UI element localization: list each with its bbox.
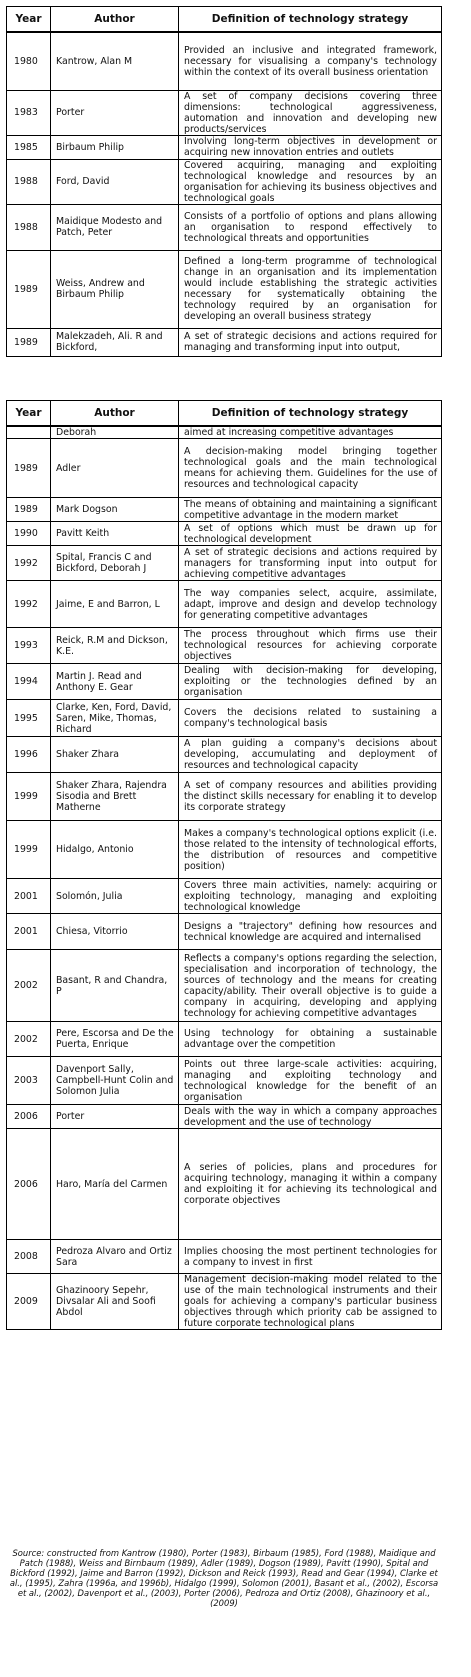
table-row [7,204,442,250]
year-cell: 1999 [7,773,51,821]
author-cell: Clarke, Ken, Ford, David, Saren, Mike, Thomas, Richard [51,700,179,737]
year-cell: 1992 [7,546,51,581]
definition-cell: A set of company resources and abilities providing the distinct skills necessary for enabling it to develop its corporate strategy [179,773,442,821]
year-cell: 1988 [7,204,51,250]
table-row [7,1022,442,1057]
table-row [7,664,442,700]
year-cell: 1994 [7,664,51,700]
definition-cell: Points out three large-scale activities: acquiring, managing and exploiting technology and technological knowledge for the benefit of an organisation [179,1057,442,1105]
year-cell: 2006 [7,1105,51,1129]
table-row [7,498,442,522]
definition-cell: The means of obtaining and maintaining a significant competitive advantage in the modern market [179,498,442,522]
author-cell: Mark Dogson [51,498,179,522]
definition-cell: Defined a long-term programme of technological change in an organisation and its implementation would include establishing the strategic activities necessary for systematically obtaining the technology required by an organisation for developing an overall business strategy [179,250,442,328]
author-cell: Weiss, Andrew and Birbaum Philip [51,250,179,328]
year-cell: 2006 [7,1129,51,1240]
author-header: Author [51,401,179,427]
definition-header: Definition of technology strategy [179,401,442,427]
table-row [7,950,442,1022]
year-cell: 1989 [7,250,51,328]
table-row [7,628,442,664]
author-cell: Martin J. Read and Anthony E. Gear [51,664,179,700]
definition-cell: Covers the decisions related to sustaining a company's technological basis [179,700,442,737]
author-cell: Birbaum Philip [51,135,179,159]
table-row [7,328,442,356]
author-header: Author [51,7,179,33]
year-cell: 1990 [7,522,51,546]
year-cell: 2002 [7,1022,51,1057]
definition-cell: Covered acquiring, managing and exploiting technological knowledge and resources by an organisation for achieving its business objectives and technological goals [179,159,442,204]
year-cell: 2001 [7,914,51,950]
year-cell: 1999 [7,821,51,879]
author-cell: Pedroza Alvaro and Ortiz Sara [51,1240,179,1274]
year-header: Year [7,7,51,33]
table-row [7,159,442,204]
definition-cell: The process throughout which firms use their technological resources for achieving corporate objectives [179,628,442,664]
author-cell: Shaker Zhara, Rajendra Sisodia and Brett Matherne [51,773,179,821]
year-cell: 1988 [7,159,51,204]
definition-cell: Consists of a portfolio of options and plans allowing an organisation to respond effectively to technological threats and opportunities [179,204,442,250]
table-header-row [7,401,442,427]
table-row [7,426,442,439]
definition-cell: Reflects a company's options regarding the selection, specialisation and incorporation of technology, the sources of technology and the means for creating capacity/ability. Their overall objective is to guide a company in acquiring, developing and applying technology for achieving competitive advantages [179,950,442,1022]
author-cell: Basant, R and Chandra, P [51,950,179,1022]
year-cell: 1980 [7,32,51,90]
definition-cell: A decision-making model bringing together technological goals and the main technological means for achieving them. Guidelines for the use of resources and technological capacity [179,439,442,498]
table-row [7,737,442,773]
table-row [7,879,442,914]
year-cell: 1989 [7,439,51,498]
table-row [7,250,442,328]
year-cell: 1996 [7,737,51,773]
definition-cell: A set of company decisions covering three dimensions: technological aggressiveness, automation and innovation and developing new products/services [179,90,442,135]
table-header-row [7,7,442,33]
year-cell: 1989 [7,498,51,522]
year-cell: 2008 [7,1240,51,1274]
source-note: Source: constructed from Kantrow (1980), Porter (1983), Birbaum (1985), Ford (1988), Maidique and Patch (1988), Weiss and Birnbaum (1989), Adler (1989), Dogson (1989), Pavitt (1990), Spital and Bickford (1992), Jaime and Barron (1992), Dickson and Reick (1993), Read and Gear (1994), Clarke et al., (1995), Zahra (1996a, and 1996b), Hidalgo (1999), Solomon (2001), Basant et al., (2002), Escorsa et al., (2002), Davenport et al., (2003), Porter (2006), Pedroza and Ortiz (2008), Ghazinoory et al., (2009) [9,1548,439,1608]
definition-cell: aimed at increasing competitive advantages [179,426,442,439]
table-row [7,32,442,90]
year-cell [7,426,51,439]
year-cell: 2001 [7,879,51,914]
technology-strategy-table-part-1 [6,6,442,357]
table-row [7,1274,442,1330]
author-cell: Haro, María del Carmen [51,1129,179,1240]
year-header: Year [7,401,51,427]
author-cell: Malekzadeh, Ali. R and Bickford, [51,328,179,356]
definition-cell: The way companies select, acquire, assimilate, adapt, improve and design and develop technology for generating competitive advantages [179,581,442,628]
definition-cell: Designs a "trajectory" defining how resources and technical knowledge are acquired and internalised [179,914,442,950]
table-row [7,914,442,950]
table-row [7,1240,442,1274]
author-cell: Kantrow, Alan M [51,32,179,90]
year-cell: 1985 [7,135,51,159]
author-cell: Porter [51,90,179,135]
definition-cell: A plan guiding a company's decisions about developing, accumulating and deployment of resources and technological capacity [179,737,442,773]
author-cell: Deborah [51,426,179,439]
definition-cell: Deals with the way in which a company approaches development and the use of technology [179,1105,442,1129]
author-cell: Ford, David [51,159,179,204]
table2-body [7,426,442,1330]
author-cell: Adler [51,439,179,498]
table-row [7,90,442,135]
table-row [7,700,442,737]
year-cell: 2002 [7,950,51,1022]
definition-cell: Involving long-term objectives in development or acquiring new innovation entries and outlets [179,135,442,159]
definition-cell: Covers three main activities, namely: acquiring or exploiting technology, managing and exploiting technological knowledge [179,879,442,914]
year-cell: 1992 [7,581,51,628]
author-cell: Davenport Sally, Campbell-Hunt Colin and Solomon Julia [51,1057,179,1105]
table-row [7,135,442,159]
author-cell: Maidique Modesto and Patch, Peter [51,204,179,250]
author-cell: Solomón, Julia [51,879,179,914]
year-cell: 1983 [7,90,51,135]
definition-cell: Makes a company's technological options explicit (i.e. those related to the intensity of technological efforts, the distribution of resources and competitive position) [179,821,442,879]
author-cell: Ghazinoory Sepehr, Divsalar Ali and Soofi Abdol [51,1274,179,1330]
table1-body [7,32,442,356]
author-cell: Reick, R.M and Dickson, K.E. [51,628,179,664]
definition-cell: A series of policies, plans and procedures for acquiring technology, managing it within a company and exploiting it for achieving its technological and corporate objectives [179,1129,442,1240]
author-cell: Hidalgo, Antonio [51,821,179,879]
author-cell: Shaker Zhara [51,737,179,773]
table-row [7,439,442,498]
table-row [7,773,442,821]
year-cell: 1993 [7,628,51,664]
table-row [7,522,442,546]
definition-cell: A set of options which must be drawn up for technological development [179,522,442,546]
definition-cell: A set of strategic decisions and actions required by managers for transforming input into output for achieving competitive advantages [179,546,442,581]
author-cell: Spital, Francis C and Bickford, Deborah J [51,546,179,581]
definition-cell: A set of strategic decisions and actions required for managing and transforming input into output, [179,328,442,356]
year-cell: 1995 [7,700,51,737]
author-cell: Pavitt Keith [51,522,179,546]
author-cell: Pere, Escorsa and De the Puerta, Enrique [51,1022,179,1057]
definition-cell: Management decision-making model related to the use of the main technological instruments and their goals for achieving a company's particular business objectives through which priority cab be assigned to future corporate technological plans [179,1274,442,1330]
year-cell: 1989 [7,328,51,356]
definition-cell: Using technology for obtaining a sustainable advantage over the competition [179,1022,442,1057]
year-cell: 2009 [7,1274,51,1330]
author-cell: Porter [51,1105,179,1129]
definition-cell: Provided an inclusive and integrated framework, necessary for visualising a company's technology within the context of its overall business orientation [179,32,442,90]
year-cell: 2003 [7,1057,51,1105]
definition-cell: Dealing with decision-making for developing, exploiting or the technologies defined by an organisation [179,664,442,700]
table-row [7,581,442,628]
technology-strategy-table-part-2 [6,400,442,1330]
author-cell: Jaime, E and Barron, L [51,581,179,628]
table-row [7,1105,442,1129]
author-cell: Chiesa, Vitorrio [51,914,179,950]
definition-header: Definition of technology strategy [179,7,442,33]
table-row [7,1057,442,1105]
table-row [7,821,442,879]
table-row [7,546,442,581]
table-row [7,1129,442,1240]
definition-cell: Implies choosing the most pertinent technologies for a company to invest in first [179,1240,442,1274]
